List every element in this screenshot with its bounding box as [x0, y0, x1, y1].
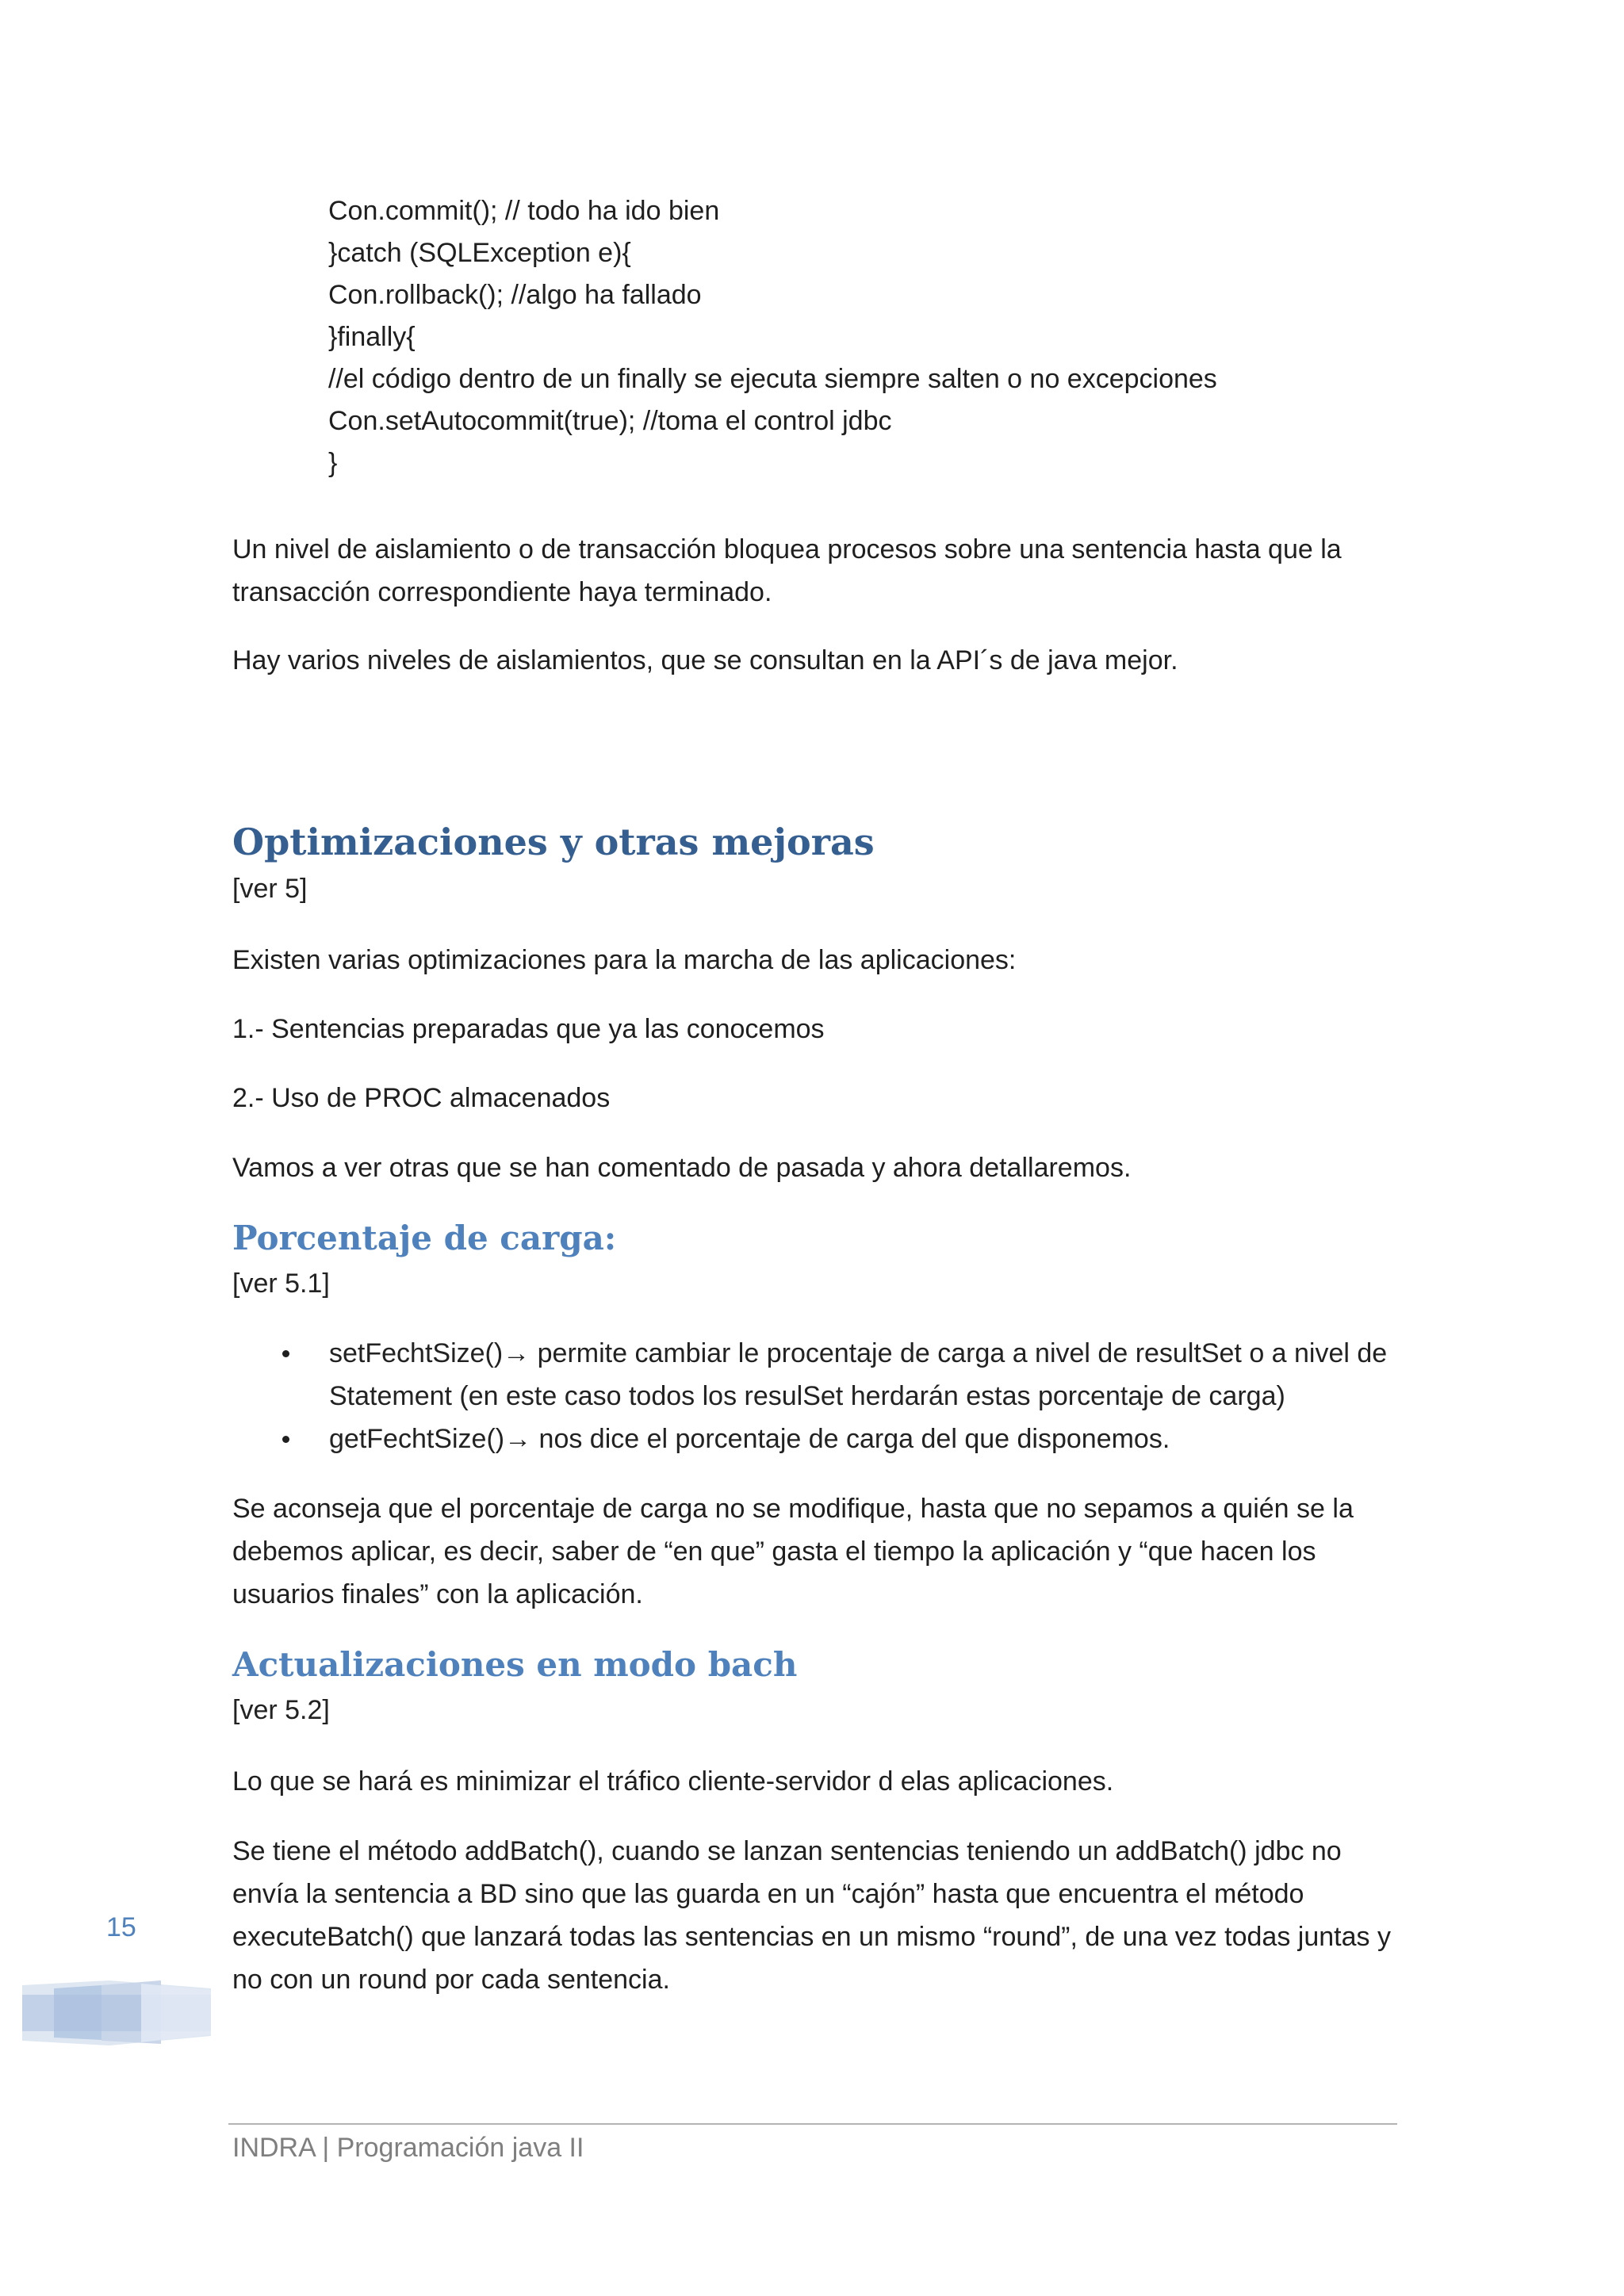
- bullet-text: setFechtSize()→ permite cambiar le procentaje de carga a nivel de resultSet o a nivel de Statement (en este caso todos los resulSet herdarán estas porcentaje de carga): [329, 1338, 1388, 1411]
- heading-actualizaciones: Actualizaciones en modo bach: [232, 1645, 798, 1684]
- list-item: [232, 1332, 1398, 1418]
- ref-ver-5: [ver 5]: [232, 874, 308, 904]
- heading-porcentaje: Porcentaje de carga:: [232, 1219, 617, 1257]
- optimizaciones-item-1: 1.- Sentencias preparadas que ya las conocemos: [232, 1014, 825, 1044]
- footer-divider: [228, 2123, 1397, 2125]
- code-line: }: [328, 448, 338, 478]
- footer-text: INDRA | Programación java II: [232, 2133, 584, 2163]
- page-number: 15: [106, 1912, 136, 1942]
- ref-ver-5-2: [ver 5.2]: [232, 1695, 330, 1725]
- optimizaciones-item-2: 2.- Uso de PROC almacenados: [232, 1083, 611, 1113]
- list-item: [232, 1418, 1398, 1460]
- bullet-icon: [282, 1436, 289, 1443]
- optimizaciones-outro: Vamos a ver otras que se han comentado de pasada y ahora detallaremos.: [232, 1153, 1132, 1183]
- code-line: //el código dentro de un finally se ejecuta siempre salten o no excepciones: [328, 364, 1217, 394]
- ref-ver-5-1: [ver 5.1]: [232, 1269, 330, 1299]
- heading-optimizaciones: Optimizaciones y otras mejoras: [232, 821, 875, 863]
- optimizaciones-intro: Existen varias optimizaciones para la marcha de las aplicaciones:: [232, 945, 1017, 975]
- code-line: }catch (SQLException e){: [328, 238, 631, 268]
- code-line: Con.commit(); // todo ha ido bien: [328, 196, 720, 226]
- bullet-icon: [282, 1350, 289, 1357]
- actualizaciones-paragraph-2: Se tiene el método addBatch(), cuando se lanzan sentencias teniendo un addBatch() jdbc no envía la sentencia a BD sino que las guarda en un “cajón” hasta que encuentra el método executeBatch() que lanzará todas las sentencias en un mismo “round”, de una vez todas juntas y no con un round por cada sentencia.: [232, 1836, 1391, 1995]
- porcentaje-advice: Se aconseja que el porcentaje de carga no se modifique, hasta que no sepamos a quién se la debemos aplicar, es decir, saber de “en que” gasta el tiempo la aplicación y “que hacen los usuarios finales” con la aplicación.: [232, 1494, 1354, 1609]
- actualizaciones-paragraph-1: Lo que se hará es minimizar el tráfico cliente-servidor d elas aplicaciones.: [232, 1766, 1114, 1797]
- page-number-decoration-icon: [22, 1980, 211, 2045]
- code-block: [328, 190, 1438, 484]
- code-line: Con.setAutocommit(true); //toma el control jdbc: [328, 406, 892, 436]
- code-line: Con.rollback(); //algo ha fallado: [328, 280, 702, 310]
- porcentaje-bullet-list: [232, 1332, 1398, 1460]
- levels-paragraph: Hay varios niveles de aislamientos, que se consultan en la API´s de java mejor.: [232, 645, 1178, 675]
- code-line: }finally{: [328, 322, 416, 352]
- isolation-paragraph: Un nivel de aislamiento o de transacción bloquea procesos sobre una sentencia hasta que la transacción correspondiente haya terminado.: [232, 534, 1342, 607]
- bullet-text: getFechtSize()→ nos dice el porcentaje de carga del que disponemos.: [329, 1424, 1170, 1454]
